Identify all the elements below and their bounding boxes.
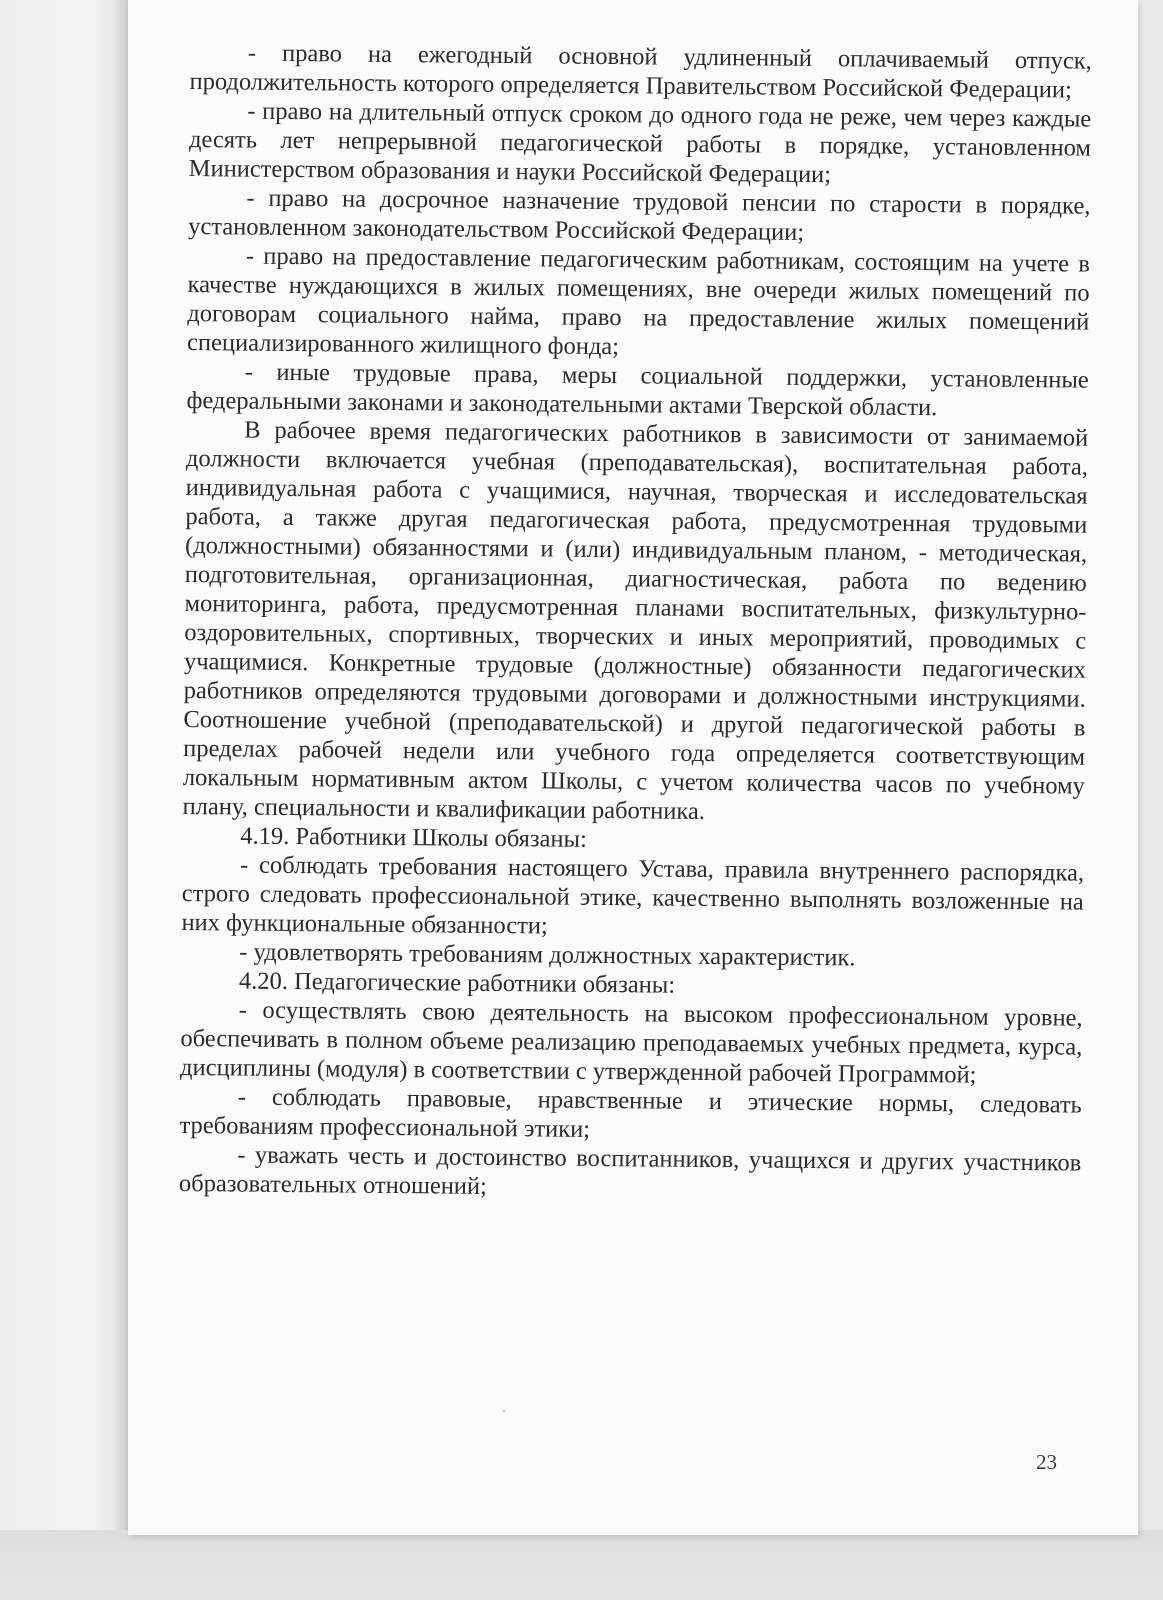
paragraph-ethics: - соблюдать правовые, нравственные и этические нормы, следовать требованиям профессиональной этики;: [179, 1083, 1082, 1143]
paragraph-housing: - право на предоставление педагогическим работникам, состоящим на учете в качестве нуждающихся в жилых помещениях, вне очереди жилых помещений по договорам социального найма, право на предоставление жилых помещений специализированного жилищного фонда;: [186, 242, 1091, 361]
paragraph-professional-level: - осуществлять свою деятельность на высоком профессиональном уровне, обеспечивать в полном объеме реализацию преподаваемых учебных предмета, курса, дисциплины (модуля) в соответствии с утвержденной рабочей Программой;: [179, 996, 1083, 1089]
document-page: [128, 0, 1138, 1535]
page-text: [179, 38, 1092, 1207]
paragraph-other-rights: - иные трудовые права, меры социальной поддержки, установленные федеральными законами и законодательными актами Тверской области.: [186, 358, 1089, 422]
scanner-background: [0, 1530, 1163, 1600]
paragraph-working-time: В рабочее время педагогических работников в зависимости от занимаемой должности включается учебная (преподавательская), воспитательная работа, индивидуальная работа с учащимися, научная, творческая и исследовательская работа, а также другая педагогическая работа, предусмотренная трудовыми (должностными) обязанностями и (или) индивидуальным планом, - методическая, подготовительная, организационная, диагностическая, работа по ведению мониторинга, работа, предусмотренная планами воспитательных, физкультурно-оздоровительных, спортивных, творческих и иных мероприятий, проводимых с учащимися. Конкретные трудовые (должностные) обязанности педагогических работников определяются трудовыми договорами и должностными инструкциями. Соотношение учебной (преподавательской) и другой педагогической работы в пределах рабочей недели или учебного года определяется соответствующим локальным нормативным актом Школы, с учетом количества часов по учебному плану, специальности и квалификации работника.: [182, 416, 1089, 825]
paragraph-long-leave: - право на длительный отпуск сроком до одного года не реже, чем через каждые десять лет непрерывной педагогической работы в порядке, установленном Министерством образования и науки Российской Федерации;: [188, 97, 1092, 189]
section-heading-4-20: 4.20. Педагогические работники обязаны:: [238, 967, 676, 999]
paragraph-early-pension: - право на досрочное назначение трудовой пенсии по старости в порядке, установленном законодательством Российской Федерации;: [188, 184, 1091, 246]
paragraph-job-requirements: - удовлетворять требованиям должностных характеристик.: [239, 938, 856, 972]
paragraph-annual-leave: - право на ежегодный основной удлиненный оплачиваемый отпуск, продолжительность которого определяется Правительством Российской Федерации;: [189, 39, 1092, 104]
paragraph-respect: - уважать честь и достоинство воспитанников, учащихся и других участников образовательных отношений;: [178, 1141, 1082, 1200]
paragraph-comply-charter: - соблюдать требования настоящего Устава, правила внутреннего распорядка, строго следовать профессиональной этике, качественно выполнять возложенные на них функциональные обязанности;: [181, 851, 1085, 940]
page-number: 23: [1036, 1450, 1057, 1474]
adjacent-page-edge: [0, 0, 130, 1530]
section-heading-4-19: 4.19. Работники Школы обязаны:: [240, 822, 587, 853]
scan-speck: [503, 1410, 505, 1412]
